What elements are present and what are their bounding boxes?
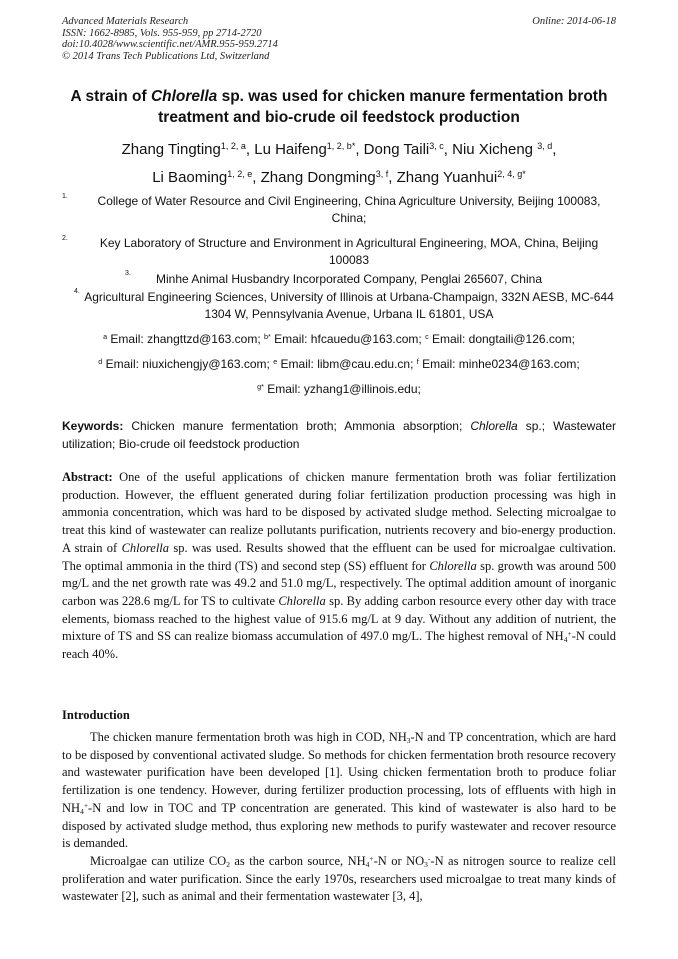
- keywords-text: sp.; Wastewater utilization; Bio-crude oil feedstock production: [62, 419, 616, 451]
- intro-text: as the carbon source, NH: [229, 853, 366, 868]
- affiliation-4: [62, 289, 616, 323]
- abstract-italic: Chlorella: [429, 558, 477, 573]
- author-line-2: [40, 164, 638, 192]
- intro-text: -N and TP concentration, which are hard to be disposed by conventional activated sludge. So methods for chicken fermentation broth resource recovery and wastewater purification have been developed [1]. Using chicken fermentation broth to produce foliar fertilization is one tendency. However, during fertilizer production processing, lots of effluents with high in NH: [62, 730, 616, 815]
- affiliation-text: Minhe Animal Husbandry Incorporated Company, Penglai 265607, China: [155, 272, 542, 286]
- keywords-italic: Chlorella: [470, 419, 518, 433]
- email-sup: f: [416, 357, 419, 367]
- author-name: Zhang Dongming: [260, 169, 376, 186]
- author-affil-sup: 3, d: [537, 141, 553, 152]
- title-part2: sp. was used for chicken manure fermentation broth treatment and bio-crude oil feedstock production: [158, 88, 608, 126]
- intro-text: -N as nitrogen source to realize cell proliferation and water purification. Since the early 1970s, researchers used microalgae to treat many kinds of wastewater [2], such as animal and their fermentation wastewater [3, 4],: [62, 853, 616, 904]
- abstract-text: sp. By adding carbon resource every other day with trace elements, biomass reached to the highest value of 915.6 mg/L at 9 day. Without any addition of nutrient, the mixture of TS and SS can realize biomass accumulation of 497.0 mg/L. The highest removal of NH: [62, 593, 616, 644]
- superscript: +: [83, 800, 89, 810]
- intro-paragraph-2: [62, 853, 616, 906]
- author-affil-sup: 2, 4, g*: [497, 169, 526, 180]
- title-part1: A strain of: [70, 88, 151, 105]
- intro-text: The chicken manure fermentation broth was high in COD, NH: [90, 730, 407, 744]
- author-affil-sup: 3, c: [429, 141, 444, 152]
- keywords-text: Chicken manure fermentation broth; Ammonia absorption;: [123, 419, 471, 433]
- email-sup: b*: [264, 332, 271, 342]
- author-affil-sup: 1, 2, a: [220, 141, 246, 152]
- author-sep: ,: [388, 169, 397, 186]
- author-name: Zhang Yuanhui: [396, 169, 498, 186]
- author-line-1: [40, 136, 638, 164]
- author-sep: ,: [245, 141, 255, 158]
- email-sup: a: [103, 332, 108, 342]
- author-affil-sup: 1, 2, e: [227, 169, 253, 180]
- email-sup: c: [425, 332, 429, 342]
- author-name: Li Baoming: [152, 169, 228, 186]
- abstract-text: sp. was used. Results showed that the effluent can be used for microalgae cultivation. The optimal ammonia in the third (TS) and second step (SS) effluent for: [62, 540, 616, 573]
- email-line-2: [62, 356, 616, 373]
- email-sup: g*: [257, 382, 264, 392]
- abstract-italic: Chlorella: [278, 593, 326, 608]
- abstract-label: Abstract:: [62, 470, 113, 484]
- paper-title: [40, 86, 638, 128]
- email-entry: Email: libm@cau.edu.cn;: [277, 357, 417, 371]
- copyright-line: © 2014 Trans Tech Publications Ltd, Switzerland: [62, 50, 270, 62]
- doi-line: doi:10.4028/www.scientific.net/AMR.955-959.2714: [62, 39, 278, 50]
- subscript: 3: [424, 859, 428, 869]
- keywords: [62, 417, 616, 453]
- affiliation-2: [62, 235, 616, 269]
- email-entry: Email: zhangttzd@163.com;: [107, 332, 264, 346]
- affiliation-number: 2.: [62, 235, 68, 242]
- author-affil-sup: 1, 2, b*: [326, 141, 356, 152]
- superscript: +: [369, 853, 374, 863]
- journal-header: [62, 16, 616, 62]
- issn-line: ISSN: 1662-8985, Vols. 955-959, pp 2714-2720: [62, 27, 262, 39]
- email-entry: Email: yzhang1@illinois.edu;: [263, 382, 421, 396]
- affiliation-number: 3.: [125, 270, 131, 277]
- abstract-italic: Chlorella: [121, 540, 170, 555]
- abstract-text: -N could reach 40%.: [62, 629, 617, 662]
- email-sup: e: [273, 357, 278, 367]
- intro-text: -N or NO: [373, 853, 425, 868]
- email-line-3: [62, 381, 616, 398]
- online-date: Online: 2014-06-18: [532, 16, 616, 27]
- intro-paragraph-1: [62, 729, 616, 853]
- abstract-text: sp. growth was around 500 mg/L and the net growth rate was 49.2 and 51.0 mg/L, respectively. The optimal addition amount of inorganic carbon was 228.6 mg/L for TS to cultivate: [62, 558, 616, 608]
- email-entry: Email: minhe0234@163.com;: [418, 357, 580, 371]
- abstract-text: One of the useful applications of chicken manure fermentation broth was foliar fertilization production. However, the effluent generated during foliar fertilization production processing was high in ammonia concentration, which was hard to be disposed by activated sludge method. Selecting microalgae to treat this kind of wastewater can realize pollutants purification, nutrients recovery and bio-energy production. A strain of: [62, 470, 616, 555]
- subscript: 4: [365, 859, 370, 869]
- intro-text: -N and low in TOC and TP concentration are generated. This kind of wastewater is also hard to be disposed by activated sludge method, thus exploring new methods to purify wastewater and recover resource is demanded.: [62, 800, 616, 851]
- affiliation-text: Key Laboratory of Structure and Environment in Agricultural Engineering, MOA, China, Beijing 100083: [99, 236, 599, 267]
- email-entry: Email: dongtaili@126.com;: [428, 332, 575, 346]
- superscript: -: [427, 853, 431, 863]
- subscript: 4: [80, 806, 84, 816]
- subscript: 3: [406, 735, 411, 745]
- title-italic-genus: Chlorella: [150, 88, 218, 105]
- affiliation-1: [62, 193, 616, 227]
- email-line-1: [62, 331, 616, 348]
- affiliation-3: [62, 271, 616, 288]
- affiliation-number: 1.: [62, 193, 68, 200]
- author-name: Dong Taili: [363, 141, 430, 158]
- introduction-body: [62, 729, 616, 906]
- keywords-label: Keywords:: [62, 419, 124, 433]
- email-entry: Email: niuxichengjy@163.com;: [102, 357, 274, 371]
- author-sep: ,: [443, 141, 453, 158]
- affiliation-text: College of Water Resource and Civil Engineering, China Agriculture University, Beijing 100083, China;: [97, 194, 601, 225]
- author-sep: ,: [355, 141, 364, 158]
- affiliation-text: Agricultural Engineering Sciences, University of Illinois at Urbana-Champaign, 332N AESB, MC-644 1304 W, Pennsylvania Avenue, Urbana IL 61801, USA: [84, 290, 614, 321]
- author-name: Lu Haifeng: [254, 141, 327, 158]
- email-sup: d: [98, 357, 103, 367]
- email-entry: Email: hfcauedu@163.com;: [270, 332, 426, 346]
- subscript: 4: [563, 635, 568, 645]
- author-sep: ,: [552, 141, 557, 158]
- subscript: 2: [226, 859, 230, 869]
- affiliation-number: 4.: [74, 288, 80, 295]
- author-name: Niu Xicheng: [452, 141, 538, 158]
- author-sep: ,: [252, 169, 261, 186]
- intro-text: Microalgae can utilize CO: [90, 853, 227, 868]
- author-name: Zhang Tingting: [121, 141, 221, 158]
- author-affil-sup: 3, f: [375, 169, 389, 180]
- journal-name: Advanced Materials Research: [62, 16, 189, 27]
- author-list: [40, 136, 638, 192]
- introduction-heading: Introduction: [62, 708, 130, 722]
- superscript: +: [567, 629, 572, 639]
- abstract: [62, 469, 616, 664]
